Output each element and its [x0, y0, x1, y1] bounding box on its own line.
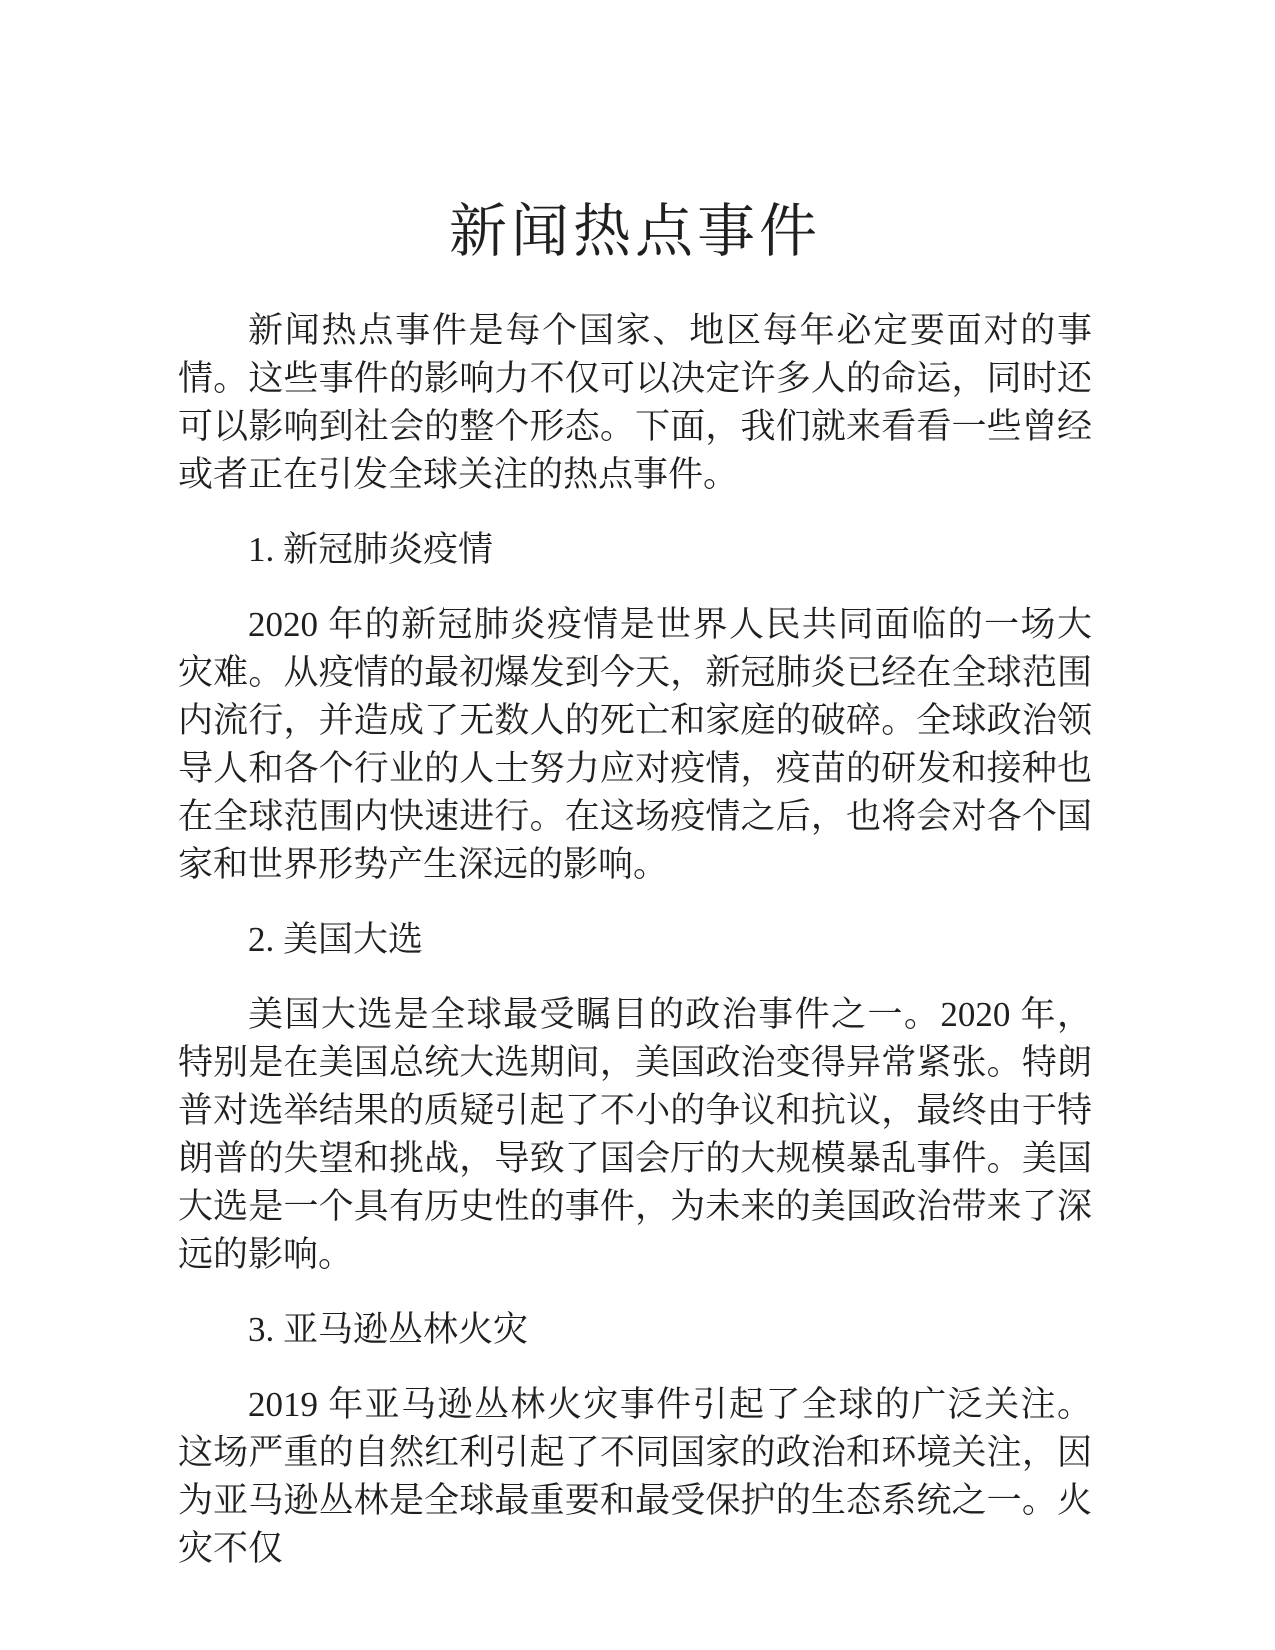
section-heading-3: 3. 亚马逊丛林火灾 — [248, 1309, 529, 1349]
section-paragraph-3: 2019 年亚马逊丛林火灾事件引起了全球的广泛关注。这场严重的自然红利引起了不同国家的政治和环境关注，因为亚马逊丛林是全球最重要和最受保护的生态系统之一。火灾不仅 — [178, 1384, 1092, 1568]
section-heading-2: 2. 美国大选 — [248, 919, 424, 959]
section-paragraph-2: 美国大选是全球最受瞩目的政治事件之一。2020 年，特别是在美国总统大选期间，美国政治变得异常紧张。特朗普对选举结果的质疑引起了不小的争议和抗议，最终由于特朗普的失望和挑战，导致了国会厅的大规模暴乱事件。美国大选是一个具有历史性的事件，为未来的美国政治带来了深远的影响。 — [178, 994, 1092, 1274]
section-heading-1: 1. 新冠肺炎疫情 — [248, 529, 494, 569]
intro-paragraph: 新闻热点事件是每个国家、地区每年必定要面对的事情。这些事件的影响力不仅可以决定许多人的命运，同时还可以影响到社会的整个形态。下面，我们就来看看一些曾经或者正在引发全球关注的热点事件。 — [178, 310, 1092, 494]
page-title: 新闻热点事件 — [448, 199, 821, 264]
section-paragraph-1: 2020 年的新冠肺炎疫情是世界人民共同面临的一场大灾难。从疫情的最初爆发到今天，新冠肺炎已经在全球范围内流行，并造成了无数人的死亡和家庭的破碎。全球政治领导人和各个行业的人士努力应对疫情，疫苗的研发和接种也在全球范围内快速进行。在这场疫情之后，也将会对各个国家和世界形势产生深远的影响。 — [178, 604, 1092, 884]
